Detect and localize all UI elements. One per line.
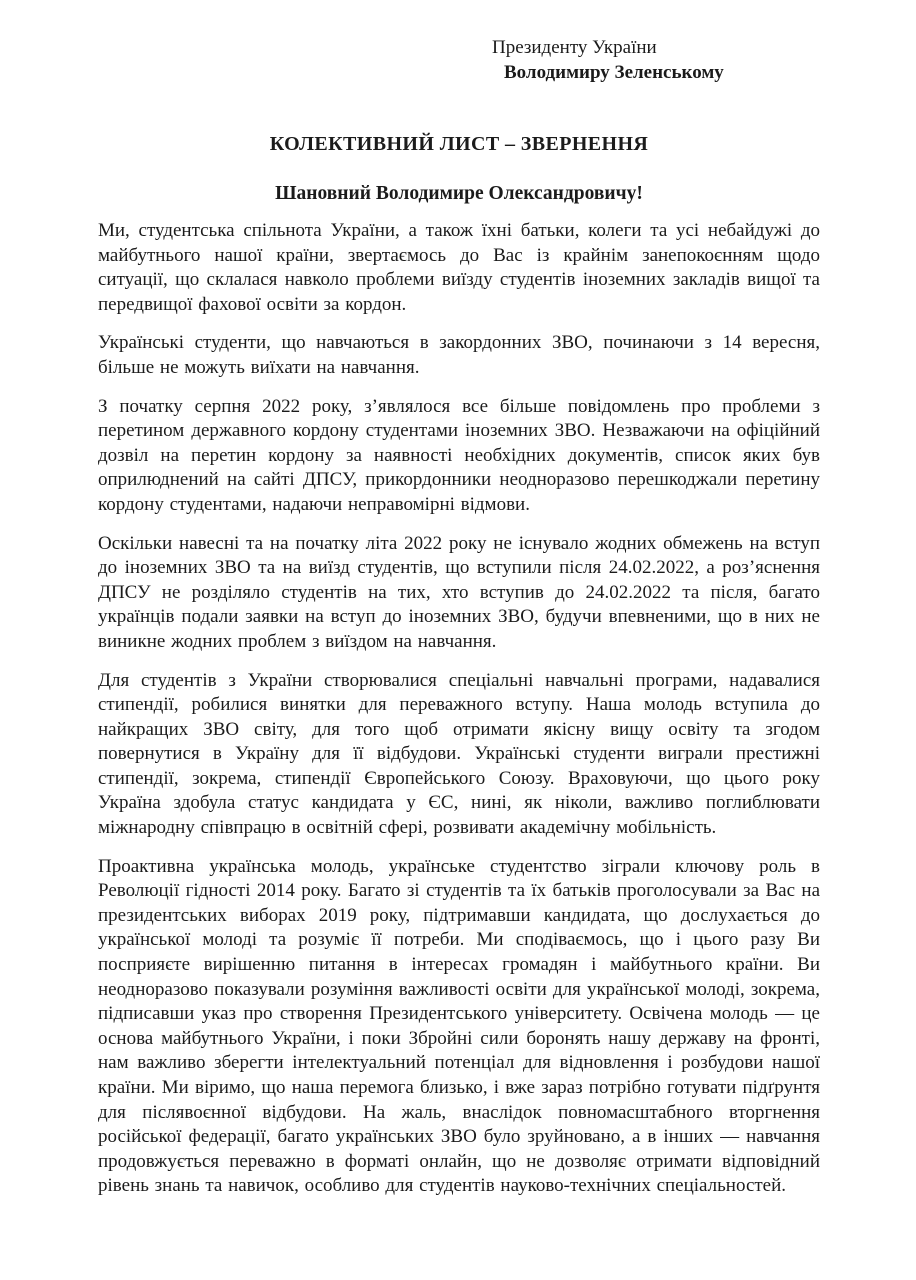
- paragraph-6: Проактивна українська молодь, українське студентство зіграли ключову роль в Революції гідності 2014 року. Багато зі студентів та їх батьків проголосували за Вас на президентських виборах 2019 року, підтримавши кандидата, що дослухається до української молоді та розуміє її потреби. Ми сподіваємось, що і цього разу Ви посприяєте вирішенню питання в інтересах громадян і майбутнього країни. Ви неодноразово показували розуміння важливості освіти для української молоді, зокрема, підписавши указ про створення Президентського університету. Освічена молодь — це основа майбутнього України, і поки Збройні сили боронять нашу державу на фронті, нам важливо зберегти інтелектуальний потенціал для відновлення і розбудови нашої країни. Ми віримо, що наша перемога близько, і вже зараз потрібно готувати підґрунтя для післявоєнної відбудови. На жаль, внаслідок повномасштабного вторгнення російської федерації, багато українських ЗВО було зруйновано, а в інших — навчання продовжується переважно в форматі онлайн, що не дозволяє отримати відповідний рівень знань та навичок, особливо для студентів науково-технічних спеціальностей.: [98, 855, 820, 1197]
- paragraph-1: Ми, студентська спільнота України, а також їхні батьки, колеги та усі небайдужі до майбутнього нашої країни, звертаємось до Вас із крайнім занепокоєнням щодо ситуації, що склалася навколо проблеми виїзду студентів іноземних закладів вищої та передвищої фахової освіти за кордон.: [98, 220, 820, 315]
- addressee-title: Президенту України: [492, 37, 657, 58]
- addressee-name: Володимиру Зеленському: [504, 61, 724, 83]
- paragraph-2: Українські студенти, що навчаються в закордонних ЗВО, починаючи з 14 вересня, більше не можуть виїхати на навчання.: [98, 332, 820, 378]
- paragraph-4: Оскільки навесні та на початку літа 2022 року не існувало жодних обмежень на вступ до іноземних ЗВО та на виїзд студентів, що вступили після 24.02.2022, а роз’яснення ДПСУ не розділяло студентів на тих, хто вступив до 24.02.2022 та після, багато українців подали заявки на вступ до іноземних ЗВО, будучи впевненими, що в них не виникне жодних проблем з виїздом на навчання.: [98, 532, 820, 652]
- document-title: КОЛЕКТИВНИЙ ЛИСТ – ЗВЕРНЕННЯ: [269, 133, 649, 155]
- addressee-block: [492, 36, 820, 85]
- letter-body: [98, 219, 820, 1199]
- salutation-line: Шановний Володимире Олександровичу!: [275, 183, 643, 204]
- paragraph-3: З початку серпня 2022 року, з’являлося все більше повідомлень про проблеми з перетином державного кордону студентами іноземних ЗВО. Незважаючи на офіційний дозвіл на перетин кордону за наявності необхідних документів, список яких був оприлюднений на сайті ДПСУ, прикордонники неодноразово перешкоджали перетину кордону студентами, надаючи неправомірні відмови.: [98, 395, 820, 515]
- paragraph-5: Для студентів з України створювалися спеціальні навчальні програми, надавалися стипендії, робилися винятки для переважного вступу. Наша молодь вступила до найкращих ЗВО світу, для того щоб отримати якісну вищу освіту та згодом повернутися в Україну для її відбудови. Українські студенти виграли престижні стипендії, зокрема, стипендії Європейського Союзу. Враховуючи, що цього року Україна здобула статус кандидата у ЄС, нині, як ніколи, важливо поглиблювати міжнародну співпрацю в освітній сфері, розвивати академічну мобільність.: [98, 669, 820, 839]
